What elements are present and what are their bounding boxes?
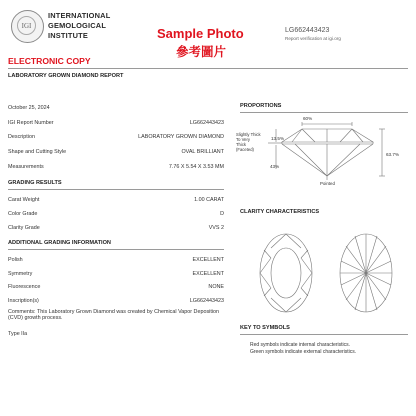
girdle-line: Thick [236, 142, 247, 147]
org-name-line-3: INSTITUTE [48, 31, 88, 40]
additional-info-divider [8, 249, 224, 250]
key-green-symbols: Green symbols indicate external characteristics. [250, 349, 357, 355]
table-percent: 60% [303, 116, 313, 121]
detail-label: Measurements [8, 164, 44, 170]
additional-label: Polish [8, 257, 23, 263]
detail-label: IGI Report Number [8, 120, 54, 126]
detail-value: OVAL BRILLIANT [181, 149, 224, 155]
crown-percent: 13.5% [271, 136, 285, 141]
detail-value: 7.76 X 5.54 X 3.53 MM [168, 164, 224, 170]
detail-label: Shape and Cutting Style [8, 149, 67, 155]
proportions-title: PROPORTIONS [240, 103, 282, 109]
girdle-line: To Very [236, 137, 250, 142]
grading-value: VVS 2 [208, 225, 224, 231]
diamond-type: Type IIa [8, 331, 28, 337]
comments-text: Comments: This Laboratory Grown Diamond was created by Chemical Vapor Deposition (CVD) growth process. [8, 309, 220, 322]
additional-value: NONE [208, 284, 224, 290]
detail-label: Description [8, 134, 35, 140]
detail-value: LABORATORY GROWN DIAMOND [138, 134, 224, 140]
grading-label: Carat Weight [8, 197, 40, 203]
proportions-divider [240, 112, 408, 113]
igi-logo [11, 10, 44, 43]
additional-value: LG662443423 [189, 298, 224, 304]
report-title: LABORATORY GROWN DIAMOND REPORT [8, 73, 124, 79]
culet-label: Pointed [320, 181, 335, 186]
additional-value: EXCELLENT [192, 271, 224, 277]
pavilion-percent: 43% [270, 164, 280, 169]
total-depth-percent: 63.7% [386, 152, 400, 157]
girdle-line: (Faceted) [236, 147, 254, 152]
detail-value: LG662443423 [189, 120, 224, 126]
additional-label: Symmetry [8, 271, 33, 277]
title-divider-top [8, 68, 408, 69]
grading-label: Clarity Grade [8, 225, 40, 231]
igi-logo-initials: IGI [17, 16, 36, 35]
grading-results-divider [8, 189, 224, 190]
clarity-title: CLARITY CHARACTERISTICS [240, 209, 320, 215]
grading-results-title: GRADING RESULTS [8, 180, 62, 186]
grading-value: D [220, 211, 224, 217]
additional-info-title: ADDITIONAL GRADING INFORMATION [8, 240, 111, 246]
sample-photo-label-cn: 參考圖片 [176, 45, 227, 59]
grading-label: Color Grade [8, 211, 38, 217]
electronic-copy-label: ELECTRONIC COPY [8, 56, 91, 66]
org-name-line-2: GEMOLOGICAL [48, 21, 107, 30]
clarity-plot-diagram [246, 228, 406, 318]
girdle-description [236, 132, 261, 152]
sample-photo-label: Sample Photo [157, 26, 244, 41]
key-divider [240, 334, 408, 335]
key-to-symbols-title: KEY TO SYMBOLS [240, 325, 290, 331]
additional-value: EXCELLENT [192, 257, 224, 263]
report-date-value: October 25, 2024 [8, 105, 50, 111]
additional-label: Inscription(s) [8, 298, 39, 304]
org-name-line-1: INTERNATIONAL [48, 11, 111, 20]
additional-label: Fluorescence [8, 284, 41, 290]
proportions-diagram [240, 114, 410, 186]
key-red-symbols: Red symbols indicate internal characteristics. [250, 342, 351, 348]
grading-value: 1.00 CARAT [194, 197, 224, 203]
report-verification-text: Report verification at igi.org [285, 36, 341, 41]
girdle-line: Slightly Thick [236, 132, 261, 137]
report-number-header: LG662443423 [285, 27, 330, 34]
